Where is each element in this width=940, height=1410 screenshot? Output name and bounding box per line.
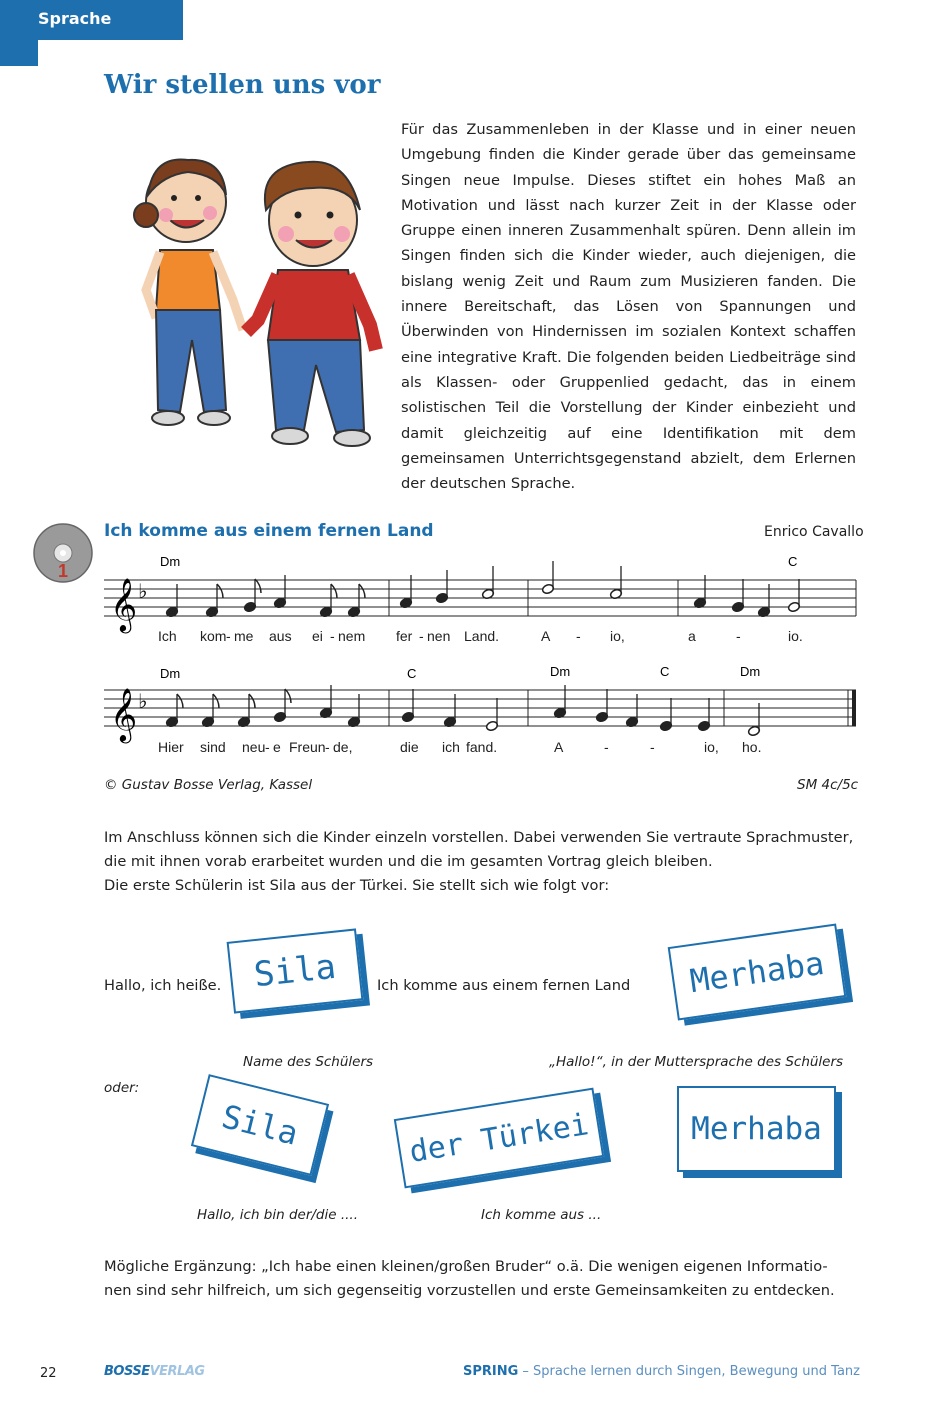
lyric: nem xyxy=(338,628,366,644)
lyric: aus xyxy=(269,628,292,644)
example-prefix: Hallo, ich heiße. xyxy=(104,977,222,994)
lyric: fand. xyxy=(466,739,498,755)
girl-figure xyxy=(134,159,243,425)
song-title: Ich komme aus einem fernen Land xyxy=(104,521,434,541)
section-label: Sprache xyxy=(38,9,112,28)
lyric: de, xyxy=(333,739,353,755)
cd-track-number: 1 xyxy=(57,561,69,581)
section-tab-edge xyxy=(0,40,38,66)
boy-figure xyxy=(246,162,376,446)
logo-part: BOSSE xyxy=(104,1364,150,1379)
notes-line-2 xyxy=(165,685,760,737)
text-line: die mit ihnen vorab erarbeitet wurden und die im gesamten Vortrag gleich bleiben. xyxy=(104,853,713,870)
lyric: - xyxy=(576,628,581,644)
lyric: - xyxy=(265,739,270,755)
note-flag xyxy=(217,584,223,598)
section-tab xyxy=(0,0,183,40)
caption-name: Name des Schülers xyxy=(243,1054,374,1070)
text-line: nen sind sehr hilfreich, um sich gegenseitig vorzustellen und erste Gemeinsamkeiten zu entdecken. xyxy=(104,1282,835,1299)
oder-label: oder: xyxy=(104,1080,140,1096)
lyric: - xyxy=(330,628,335,644)
caption-mid: Ich komme aus ... xyxy=(481,1207,602,1223)
lyric: Ich xyxy=(158,628,177,644)
lyric: ei xyxy=(312,628,323,644)
note-flag xyxy=(177,694,183,708)
lyric: ho. xyxy=(742,739,762,755)
lyric: e xyxy=(273,739,281,755)
name-card: Sila xyxy=(191,1074,329,1176)
lyric: me xyxy=(234,628,254,644)
caption-greeting: „Hallo!“, in der Muttersprache des Schülers xyxy=(549,1054,844,1070)
children-illustration xyxy=(108,140,388,460)
note-flag xyxy=(285,689,291,703)
intro-paragraph: Für das Zusammenleben in der Klasse und in einer neuen Umgebung finden die Kinder gerade über das gemeinsame Singen neue Impulse. Dieses stiftet ein hohes Maß an Motivation und lässt nach kurzer Zeit in der Klasse oder Gruppe einen inneren Zusammenhalt spüren. Denn allein im Singen finden sich die Kinder wieder, auch diejenigen, die bislang wenig Zeit und Raum zum Musizieren fanden. Die innere Bereitschaft, das Lösen von Spannungen und Überwinden von Hindernissen im sozialen Kontext schaffen eine integrative Kraft. Die folgenden beiden Liedbeiträge sind als Klassen- oder Gruppenlied gedacht, das in einem solistischen Teil die Vorstellung der Kinder einbezieht und damit gleichzeitig auf eine Identifikation mit dem gemeinsamen Unterrichtsgegenstand abzielt, dem Erlernen der deutschen Sprache. xyxy=(401,121,856,493)
composer: Enrico Cavallo xyxy=(764,524,864,540)
lyric: kom xyxy=(200,628,227,644)
series-footer xyxy=(463,1364,860,1379)
lyric: sind xyxy=(200,739,226,755)
example-middle-text: Ich komme aus einem fernen Land xyxy=(377,977,631,994)
chord-label: Dm xyxy=(160,554,181,569)
text-line: Im Anschluss können sich die Kinder einzeln vorstellen. Dabei verwenden Sie vertraute Sprachmuster, xyxy=(104,829,854,846)
lyric: die xyxy=(400,739,419,755)
greeting-card: Merhaba xyxy=(677,1086,836,1172)
lyric: nen xyxy=(427,628,451,644)
note-flag xyxy=(331,584,337,598)
lyric: - xyxy=(226,628,231,644)
chord-label: Dm xyxy=(160,666,181,681)
music-staff-1 xyxy=(104,552,858,662)
page-title: Wir stellen uns vor xyxy=(104,70,381,100)
note-flag xyxy=(359,584,365,598)
lyric: - xyxy=(650,739,655,755)
source-reference: SM 4c/5c xyxy=(797,777,859,793)
lyric: fer xyxy=(396,628,413,644)
page-number: 22 xyxy=(40,1366,57,1381)
flat-icon: ♭ xyxy=(138,689,148,713)
lyric: Freun xyxy=(289,739,326,755)
cd-icon xyxy=(32,522,94,584)
lyric: - xyxy=(736,628,741,644)
note-flag xyxy=(213,694,219,708)
series-name: SPRING xyxy=(462,1364,519,1379)
lyric: neu xyxy=(242,739,266,755)
music-staff-2 xyxy=(104,662,858,772)
name-card: Sila xyxy=(227,928,364,1013)
text-line: Mögliche Ergänzung: „Ich habe einen kleinen/großen Bruder“ o.ä. Die wenigen eigenen Informatio- xyxy=(104,1258,828,1275)
flat-icon: ♭ xyxy=(138,579,148,603)
country-card: der Türkei xyxy=(394,1088,604,1189)
text-line: Die erste Schülerin ist Sila aus der Türkei. Sie stellt sich wie folgt vor: xyxy=(104,877,610,894)
lyric: a xyxy=(688,628,696,644)
lyric: Hier xyxy=(158,739,184,755)
series-subtitle: – Sprache lernen durch Singen, Bewegung und Tanz xyxy=(522,1364,860,1379)
lyric: A xyxy=(541,628,551,644)
chord-label: C xyxy=(407,666,417,681)
lyric: io, xyxy=(610,628,625,644)
follow-up-text xyxy=(104,826,864,898)
treble-clef-icon: 𝄞 xyxy=(110,577,138,631)
lyric: io. xyxy=(788,628,803,644)
lyric: ich xyxy=(442,739,460,755)
chord-label: Dm xyxy=(740,664,761,679)
closing-text xyxy=(104,1255,864,1303)
chord-label: Dm xyxy=(550,664,571,679)
publisher-logo xyxy=(104,1364,205,1379)
chord-label: C xyxy=(660,664,670,679)
lyric: - xyxy=(419,628,424,644)
lyric: A xyxy=(554,739,564,755)
lyric: - xyxy=(604,739,609,755)
lyric: Land. xyxy=(464,628,500,644)
note-flag xyxy=(255,579,261,593)
greeting-card: Merhaba xyxy=(668,924,847,1021)
copyright: © Gustav Bosse Verlag, Kassel xyxy=(104,777,313,793)
lyric: - xyxy=(325,739,330,755)
caption-left: Hallo, ich bin der/die .... xyxy=(197,1207,359,1223)
note-flag xyxy=(249,694,255,708)
treble-clef-icon: 𝄞 xyxy=(110,687,138,741)
lyric: io, xyxy=(704,739,719,755)
logo-part: VERLAG xyxy=(149,1364,205,1379)
chord-label: C xyxy=(788,554,798,569)
